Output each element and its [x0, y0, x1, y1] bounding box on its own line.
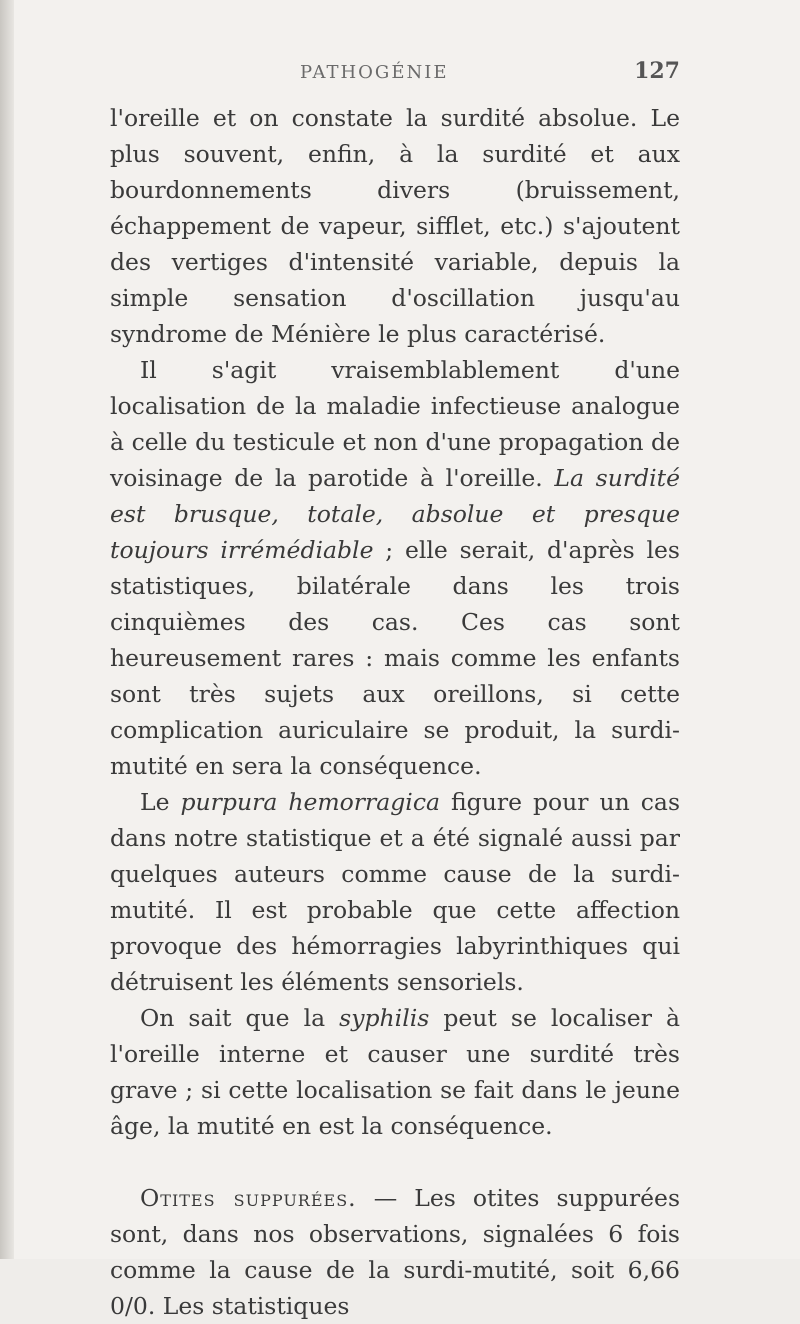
- page-header: [110, 58, 680, 92]
- section-gap: [110, 1144, 680, 1180]
- paragraph-5-text: — Les otites suppurées sont, dans nos observations, signalées 6 fois comme la cause de la surdi-mutité, soit 6,66 0/0. Les statistiques: [110, 1184, 681, 1320]
- paragraph-3-text-a: Le: [140, 788, 181, 816]
- paragraph-4-emphasis: syphilis: [339, 1004, 430, 1032]
- running-head: PATHOGÉNIE: [300, 62, 449, 83]
- paragraph-3: [110, 784, 680, 1000]
- paragraph-2-emphasis: La surdité est brusque, totale, absolue et presque toujours irrémédiable: [110, 464, 680, 564]
- paragraph-2-text-c: ; elle serait, d'après les statistiques, bilatérale dans les trois cinquièmes des cas. Ces cas sont heureusement rares : mais comme les enfants sont très sujets aux oreillons, si cette complication auriculaire se produit, la surdi-mutité en sera la conséquence.: [110, 536, 680, 780]
- paragraph-4-text-a: On sait que la: [140, 1004, 340, 1032]
- page-spine-shadow: [0, 0, 14, 1259]
- paragraph-3-text-c: figure pour un cas dans notre statistique et a été signalé aussi par quelques auteurs comme cause de la surdi-mutité. Il est probable que cette affection provoque des hémorragies labyrinthiques qui détruisent les éléments sensoriels.: [110, 788, 681, 996]
- section-heading: Otites suppurées.: [140, 1184, 357, 1212]
- paragraph-1: [110, 100, 680, 352]
- paragraph-2: [110, 352, 680, 784]
- paragraph-4-text-c: peut se localiser à l'oreille interne et causer une surdité très grave ; si cette localisation se fait dans le jeune âge, la mutité en est la conséquence.: [110, 1004, 680, 1140]
- paragraph-3-emphasis: purpura hemorragica: [180, 788, 441, 816]
- paragraph-5: [110, 1180, 680, 1324]
- body-text: [110, 100, 680, 1324]
- page-number: 127: [634, 58, 680, 84]
- paragraph-1-text: l'oreille et on constate la surdité absolue. Le plus souvent, enfin, à la surdité et aux bourdonnements divers (bruissement, échappement de vapeur, sifflet, etc.) s'ajoutent des vertiges d'intensité variable, depuis la simple sensation d'oscillation jusqu'au syndrome de Ménière le plus caractérisé.: [110, 104, 680, 348]
- paragraph-4: [110, 1000, 680, 1144]
- paragraph-2-text-a: Il s'agit vraisemblablement d'une localisation de la maladie infectieuse analogue à celle du testicule et non d'une propagation de voisinage de la parotide à l'oreille.: [110, 356, 680, 492]
